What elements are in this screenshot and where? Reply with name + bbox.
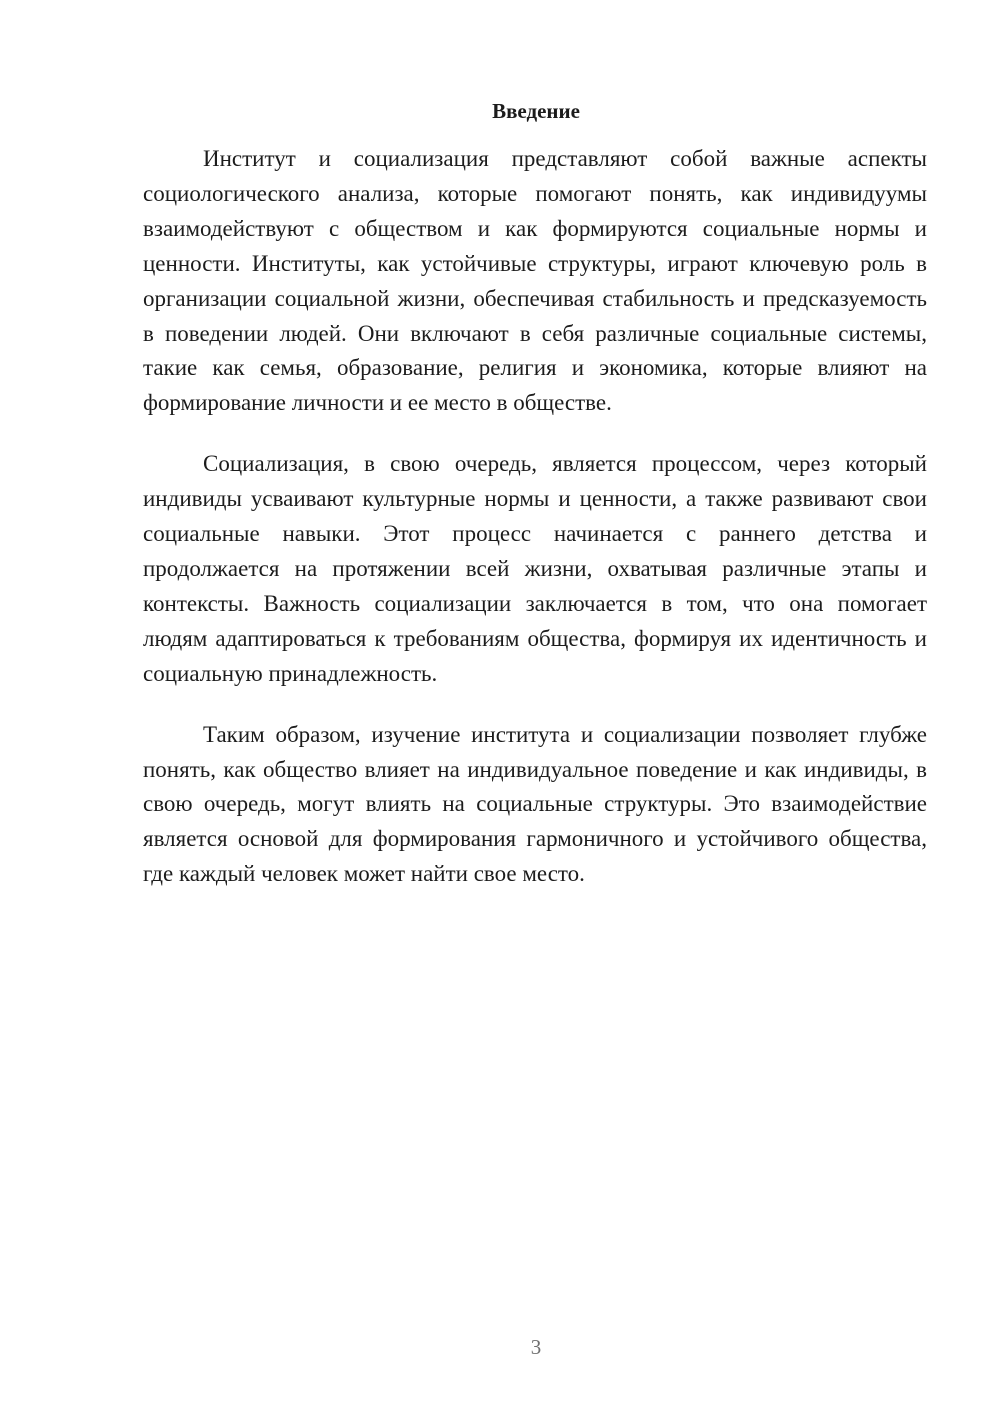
page-content	[143, 96, 927, 918]
paragraph-2: Социализация, в свою очередь, является процессом, через который индивиды усваивают культурные нормы и ценности, а также развивают свои социальные навыки. Этот процесс начинается с раннего детства и продолжается на протяжении всей жизни, охватывая различные этапы и контексты. Важность социализации заключается в том, что она помогает людям адаптироваться к требованиям общества, формируя их идентичность и социальную принадлежность.	[143, 451, 927, 686]
page-number: 3	[530, 1335, 542, 1359]
paragraph-3: Таким образом, изучение института и социализации позволяет глубже понять, как общество влияет на индивидуальное поведение и как индивиды, в свою очередь, могут влиять на социальные структуры. Это взаимодействие является основой для формирования гармоничного и устойчивого общества, где каждый человек может найти свое место.	[143, 721, 927, 887]
section-heading: Введение	[492, 99, 580, 123]
paragraph-1: Институт и социализация представляют собой важные аспекты социологического анализа, которые помогают понять, как индивидуумы взаимодействуют с обществом и как формируются социальные нормы и ценности. Институты, как устойчивые структуры, играют ключевую роль в организации социальной жизни, обеспечивая стабильность и предсказуемость в поведении людей. Они включают в себя различные социальные системы, такие как семья, образование, религия и экономика, которые влияют на формирование личности и ее место в обществе.	[143, 146, 927, 416]
